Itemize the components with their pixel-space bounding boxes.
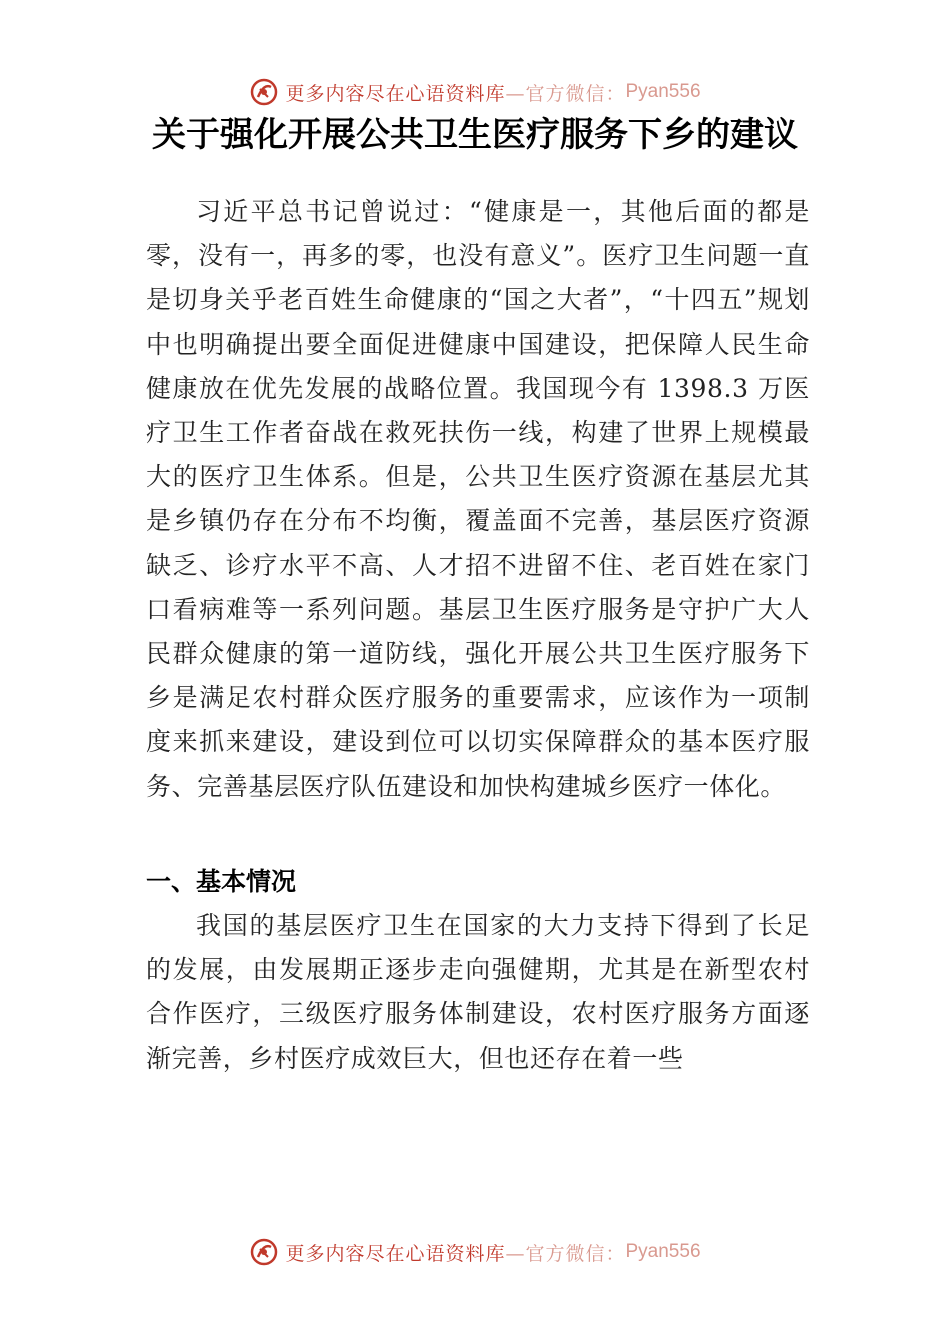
brand-logo-icon bbox=[249, 77, 279, 107]
header-banner bbox=[0, 72, 950, 112]
footer-banner bbox=[0, 1232, 950, 1272]
paragraph-basic-situation: 我国的基层医疗卫生在国家的大力支持下得到了长足的发展，由发展期正逐步走向强健期，尤其是在新型农村合作医疗，三级医疗服务体制建设，农村医疗服务方面逐渐完善，乡村医疗成效巨大，但也还存在着一些 bbox=[146, 911, 810, 1073]
document-title: 关于强化开展公共卫生医疗服务下乡的建议 bbox=[152, 115, 798, 155]
paragraph-intro: 习近平总书记曾说过：“健康是一，其他后面的都是零，没有一，再多的零，也没有意义”。医疗卫生问题一直是切身关乎老百姓生命健康的“国之大者”，“十四五”规划中也明确提出要全面促进健康中国建设，把保障人民生命健康放在优先发展的战略位置。我国现今有 1398.3 万医疗卫生工作者奋战在救死扶伤一线，构建了世界上规模最大的医疗卫生体系。但是，公共卫生医疗资源在基层尤其是乡镇仍存在分布不均衡，覆盖面不完善，基层医疗资源缺乏、诊疗水平不高、人才招不进留不住、老百姓在家门口看病难等一系列问题。基层卫生医疗服务是守护广大人民群众健康的第一道防线，强化开展公共卫生医疗服务下乡是满足农村群众医疗服务的重要需求，应该作为一项制度来抓来建设，建设到位可以切实保障群众的基本医疗服务、完善基层医疗队伍建设和加快构建城乡医疗一体化。 bbox=[146, 197, 810, 801]
banner-brand-text: 更多内容尽在心语资料库 bbox=[285, 82, 506, 105]
banner-separator-text: —官方微信： bbox=[505, 82, 626, 105]
banner-wechat-id: Pyan556 bbox=[625, 1241, 701, 1262]
banner-brand-text: 更多内容尽在心语资料库 bbox=[285, 1242, 506, 1265]
banner-separator-text: —官方微信： bbox=[505, 1242, 626, 1265]
section-heading-basic-situation: 一、基本情况 bbox=[146, 867, 297, 896]
banner-wechat-id: Pyan556 bbox=[625, 81, 701, 102]
brand-logo-icon bbox=[249, 1237, 279, 1267]
